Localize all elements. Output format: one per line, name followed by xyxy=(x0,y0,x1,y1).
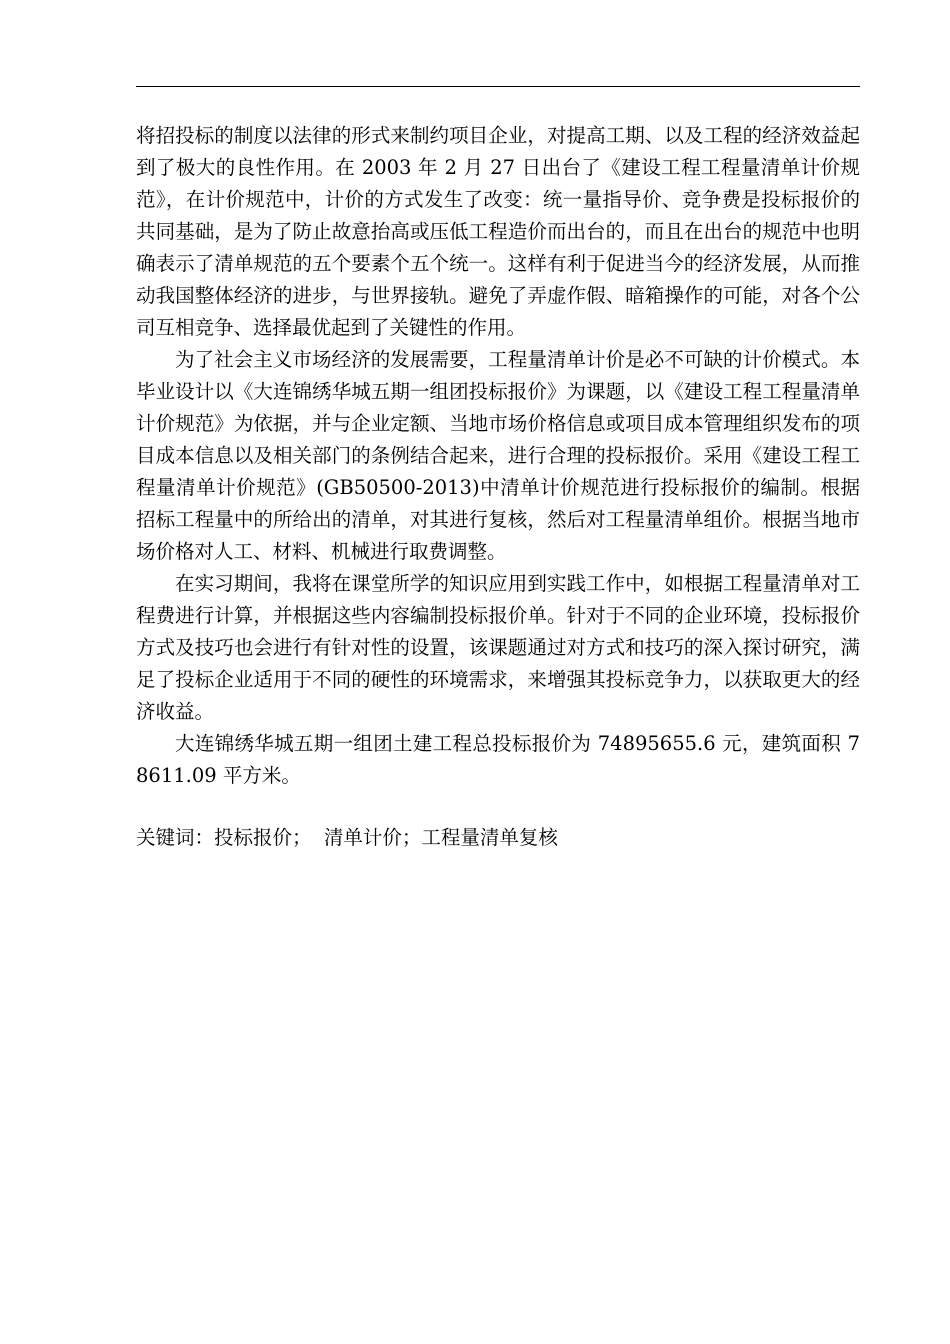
paragraph-4: 大连锦绣华城五期一组团土建工程总投标报价为 74895655.6 元，建筑面积 78611.09 平方米。 xyxy=(136,732,860,787)
keywords-value: 投标报价； 清单计价；工程量清单复核 xyxy=(214,826,558,849)
keywords-line xyxy=(136,822,860,854)
header-rule xyxy=(136,86,860,87)
keywords-label: 关键词： xyxy=(136,826,215,849)
paragraph-2: 为了社会主义市场经济的发展需要，工程量清单计价是必不可缺的计价模式。本毕业设计以《大连锦绣华城五期一组团投标报价》为课题，以《建设工程工程量清单计价规范》为依据，并与企业定额、当地市场价格信息或项目成本管理组织发布的项目成本信息以及相关部门的条例结合起来，进行合理的投标报价。采用《建设工程工程量清单计价规范》(GB50500-2013)中清单计价规范进行投标报价的编制。根据招标工程量中的所给出的清单，对其进行复核，然后对工程量清单组价。根据当地市场价格对人工、材料、机械进行取费调整。 xyxy=(136,348,860,563)
paragraph-1: 将招投标的制度以法律的形式来制约项目企业，对提高工期、以及工程的经济效益起到了极大的良性作用。在 2003 年 2 月 27 日出台了《建设工程工程量清单计价规范》，在计价规范中，计价的方式发生了改变：统一量指导价、竞争费是投标报价的共同基础，是为了防止故意抬高或压低工程造价而出台的，而且在出台的规范中也明确表示了清单规范的五个要素个五个统一。这样有利于促进当今的经济发展，从而推动我国整体经济的进步，与世界接轨。避免了弄虚作假、暗箱操作的可能，对各个公司互相竞争、选择最优起到了关键性的作用。 xyxy=(136,124,860,339)
paragraph-3: 在实习期间，我将在课堂所学的知识应用到实践工作中，如根据工程量清单对工程费进行计算，并根据这些内容编制投标报价单。针对于不同的企业环境，投标报价方式及技巧也会进行有针对性的设置，该课题通过对方式和技巧的深入探讨研究，满足了投标企业适用于不同的硬性的环境需求，来增强其投标竞争力，以获取更大的经济收益。 xyxy=(136,572,860,723)
document-body xyxy=(136,120,860,854)
